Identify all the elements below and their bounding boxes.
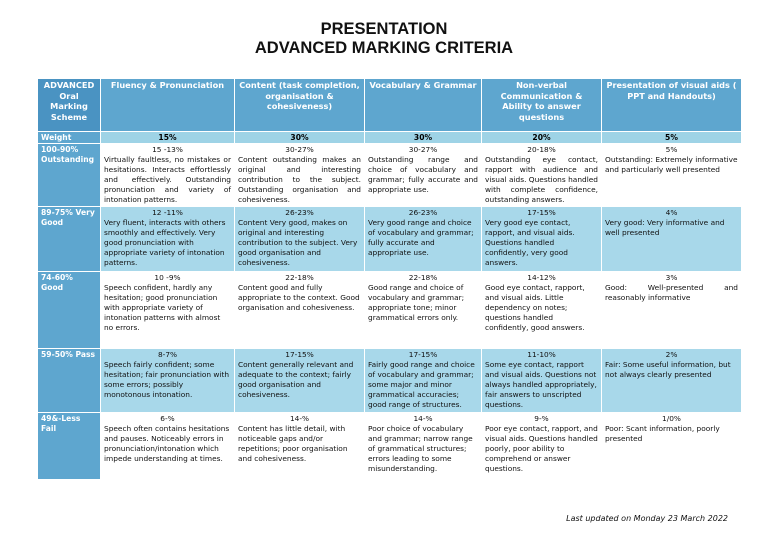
band-row-fail [38,413,742,480]
band-description: Speech often contains hesitations and pauses. Noticeably errors in pronunciation/intonation which impede understanding at times. [104,424,230,463]
band-description: Outstanding: Extremely informative and particularly well presented [605,155,738,174]
criteria-cell [602,144,742,207]
band-score: 4% [665,208,678,217]
header-visual-aids: Presentation of visual aids ( PPT and Handouts) [602,79,742,132]
band-row-very-good [38,207,742,272]
band-description: Outstanding range and choice of vocabulary and grammar; fully accurate and appropriate use. [368,155,478,194]
band-label: 74-60% Good [38,272,101,349]
criteria-cell [101,349,235,413]
band-description: Content generally relevant and adequate to the context; fairly good organisation and cohesiveness. [238,360,354,399]
band-description: Good: Well-presented and reasonably informative [605,283,738,302]
band-score: 6-% [160,414,175,423]
criteria-cell [365,272,482,349]
header-fluency: Fluency & Pronunciation [101,79,235,132]
criteria-cell [101,207,235,272]
band-description: Poor: Scant information, poorly presented [605,424,720,443]
band-score: 8-7% [157,350,178,359]
band-label: 89-75% Very Good [38,207,101,272]
band-row-good [38,272,742,349]
band-description: Fair: Some useful information, but not always clearly presented [605,360,731,379]
criteria-cell [101,413,235,480]
marking-criteria-table [37,78,742,480]
criteria-cell [482,144,602,207]
band-row-outstanding [38,144,742,207]
band-description: Very good range and choice of vocabulary and grammar; fully accurate and appropriate use. [368,218,474,257]
band-label: 100-90% Outstanding [38,144,101,207]
weight-value: 20% [482,132,602,144]
band-description: Very fluent, interacts with others smoothly and effectively. Very good pronunciation with appropriate variety of intonation patterns. [104,218,226,267]
band-score: 17-15% [285,350,314,359]
band-score: 9-% [534,414,549,423]
band-score: 30-27% [285,145,314,154]
weight-value: 5% [602,132,742,144]
document-title [0,20,768,58]
band-score: 2% [665,350,678,359]
criteria-cell [482,272,602,349]
criteria-cell [365,349,482,413]
weight-label: Weight [38,132,101,144]
band-score: 22-18% [408,273,438,282]
band-description: Very good: Very informative and well presented [605,218,725,237]
criteria-cell [365,413,482,480]
band-score: 1/0% [662,414,681,423]
band-description: Poor choice of vocabulary and grammar; narrow range of grammatical structures; errors leading to some misunderstanding. [368,424,473,473]
criteria-cell [365,144,482,207]
band-label: 59-50% Pass [38,349,101,413]
band-description: Some eye contact, rapport and visual aids. Questions not always handled appropriately, fair answers to unscripted questions. [485,360,597,409]
criteria-cell [101,272,235,349]
band-description: Good range and choice of vocabulary and grammar; appropriate tone; minor grammatical errors only. [368,283,465,322]
band-description: Content good and fully appropriate to the context. Good organisation and cohesiveness. [238,283,360,312]
band-score: 12 -11% [152,208,183,217]
band-score: 5% [665,145,678,154]
criteria-cell [235,272,365,349]
band-description: Good eye contact, rapport, and visual aids. Little dependency on notes; questions handled confidently, good answers. [485,283,585,332]
criteria-cell [482,413,602,480]
band-row-pass [38,349,742,413]
band-score: 20-18% [527,145,556,154]
band-score: 15 -13% [152,145,183,154]
band-score: 17-15% [527,208,556,217]
band-description: Virtually faultless, no mistakes or hesitations. Interacts effortlessly and effectively. Outstanding pronunciation and variety of intonation patterns. [104,155,231,204]
criteria-cell [235,413,365,480]
criteria-cell [235,207,365,272]
band-description: Content outstanding makes an original and interesting contribution to the subject. Outstanding organisation and cohesiveness. [238,155,361,204]
band-description: Fairly good range and choice of vocabulary and grammar; some major and minor grammatical accuracies; good range of structures. [368,360,475,409]
header-nonverbal: Non-verbal Communication & Ability to answer questions [482,79,602,132]
header-row [38,79,742,132]
band-score: 14-% [289,414,310,423]
title-line-2: ADVANCED MARKING CRITERIA [254,39,514,57]
criteria-cell [365,207,482,272]
band-label: 49&-Less Fail [38,413,101,480]
criteria-cell [235,144,365,207]
last-updated-note: Last updated on Monday 23 March 2022 [566,514,728,523]
band-score: 26-23% [285,208,314,217]
band-description: Outstanding eye contact, rapport with audience and visual aids. Questions handled with complete confidence, outstanding answers. [485,155,598,204]
band-score: 22-18% [285,273,314,282]
criteria-cell [602,207,742,272]
band-score: 3% [665,273,678,282]
criteria-cell [101,144,235,207]
band-score: 14-% [413,414,433,423]
band-description: Poor eye contact, rapport, and visual aids. Questions handled poorly, poor ability to comprehend or answer questions. [485,424,598,473]
band-description: Very good eye contact, rapport, and visual aids. Questions handled confidently, very good answers. [485,218,575,267]
criteria-cell [602,349,742,413]
band-score: 11-10% [527,350,556,359]
criteria-cell [602,272,742,349]
weight-row [38,132,742,144]
weight-value: 30% [365,132,482,144]
criteria-cell [235,349,365,413]
criteria-cell [482,207,602,272]
header-content: Content (task completion, organisation & cohesiveness) [235,79,365,132]
band-score: 14-12% [527,273,556,282]
band-description: Content has little detail, with noticeable gaps and/or repetitions; poor organisation and cohesiveness. [238,424,348,463]
header-vocabulary: Vocabulary & Grammar [365,79,482,132]
band-description: Speech confident, hardly any hesitation; good pronunciation with appropriate variety of intonation patterns with almost no errors. [104,283,221,332]
band-score: 30-27% [408,145,438,154]
criteria-cell [482,349,602,413]
weight-value: 15% [101,132,235,144]
band-description: Speech fairly confident; some hesitation; fair pronunciation with some errors; possibly monotonous intonation. [104,360,230,399]
title-line-1: PRESENTATION [320,20,448,38]
weight-value: 30% [235,132,365,144]
band-description: Content Very good, makes on original and interesting contribution to the subject. Very good organisation and cohesiveness. [238,218,358,267]
header-corner: ADVANCED Oral Marking Scheme [38,79,101,132]
band-score: 10 -9% [154,273,181,282]
band-score: 26-23% [408,208,438,217]
criteria-cell [602,413,742,480]
band-score: 17-15% [408,350,438,359]
